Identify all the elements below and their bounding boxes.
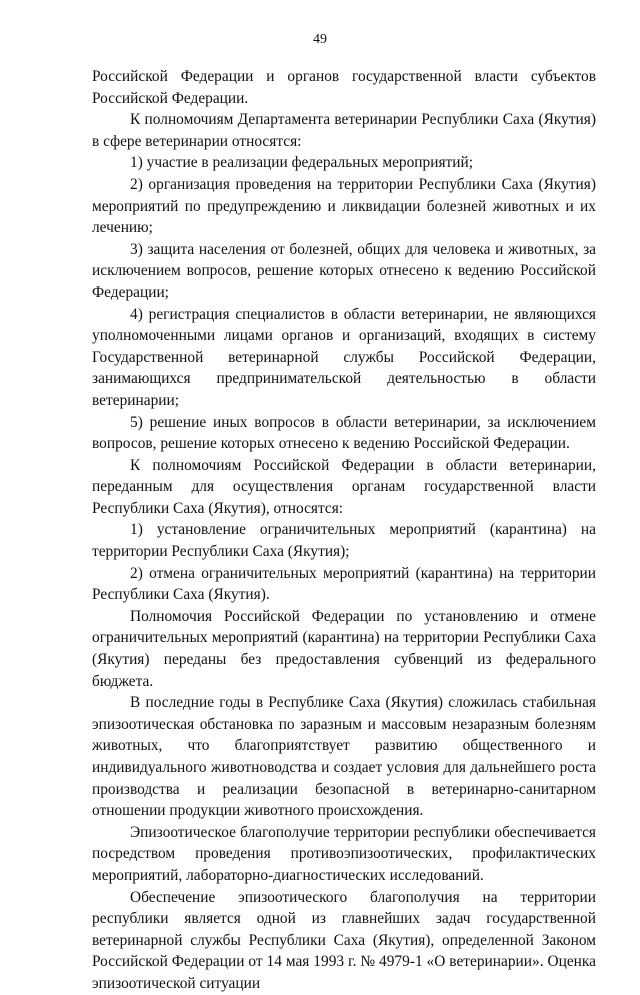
list-item: 3) защита населения от болезней, общих для человека и животных, за исключением вопросов, решение которых отнесено к ведению Российской Федерации; [92, 240, 596, 301]
paragraph: Эпизоотическое благополучие территории республики обеспечивается посредством проведения противоэпизоотических, профилактических мероприятий, лабораторно-диагностических исследований. [92, 823, 596, 884]
paragraph: Российской Федерации и органов государственной власти субъектов Российской Федерации. [92, 68, 596, 107]
paragraph: В последние годы в Республике Саха (Якутия) сложилась стабильная эпизоотическая обстановка по заразным и массовым незаразным болезням животных, что благоприятствует развитию общественного и индивидуального животноводства и создает условия для дальнейшего роста производства и реализации безопасной в ветеринарно-санитарном отношении продукции животного происхождения. [92, 694, 596, 820]
list-item: 4) регистрация специалистов в области ветеринарии, не являющихся уполномоченными лицами органов и организаций, входящих в систему Государственной ветеринарной службы Российской Федерации, занимающихся предпринимательской деятельностью в области ветеринарии; [92, 305, 596, 409]
list-item: 2) отмена ограничительных мероприятий (карантина) на территории Республики Саха (Якутия). [92, 564, 596, 604]
paragraph: К полномочиям Российской Федерации в области ветеринарии, переданным для осуществления органам государственной власти Республики Саха (Якутия), относятся: [92, 456, 596, 517]
paragraph: К полномочиям Департамента ветеринарии Республики Саха (Якутия) в сфере ветеринарии относятся: [92, 111, 596, 150]
paragraph: Обеспечение эпизоотического благополучия на территории республики является одной из главнейших задач государственной ветеринарной службы Республики Саха (Якутия), определенной Законом Российской Федерации от 14 мая 1993 г. № 4979-1 «О ветеринарии». Оценка эпизоотической ситуации [92, 888, 596, 992]
page-number: 49 [313, 32, 327, 47]
list-item: 1) участие в реализации федеральных мероприятий; [130, 154, 474, 172]
list-item: 2) организация проведения на территории Республики Саха (Якутия) мероприятий по предупреждению и ликвидации болезней животных и их лечению; [92, 175, 596, 237]
document-body [92, 66, 596, 995]
list-item: 5) решение иных вопросов в области ветеринарии, за исключением вопросов, решение которых отнесено к ведению Российской Федерации. [92, 413, 596, 453]
list-item: 1) установление ограничительных мероприятий (карантина) на территории Республики Саха (Якутия); [92, 521, 596, 561]
paragraph: Полномочия Российской Федерации по установлению и отмене ограничительных мероприятий (карантина) на территории Республики Саха (Якутия) переданы без предоставления субвенций из федерального бюджета. [92, 607, 596, 690]
